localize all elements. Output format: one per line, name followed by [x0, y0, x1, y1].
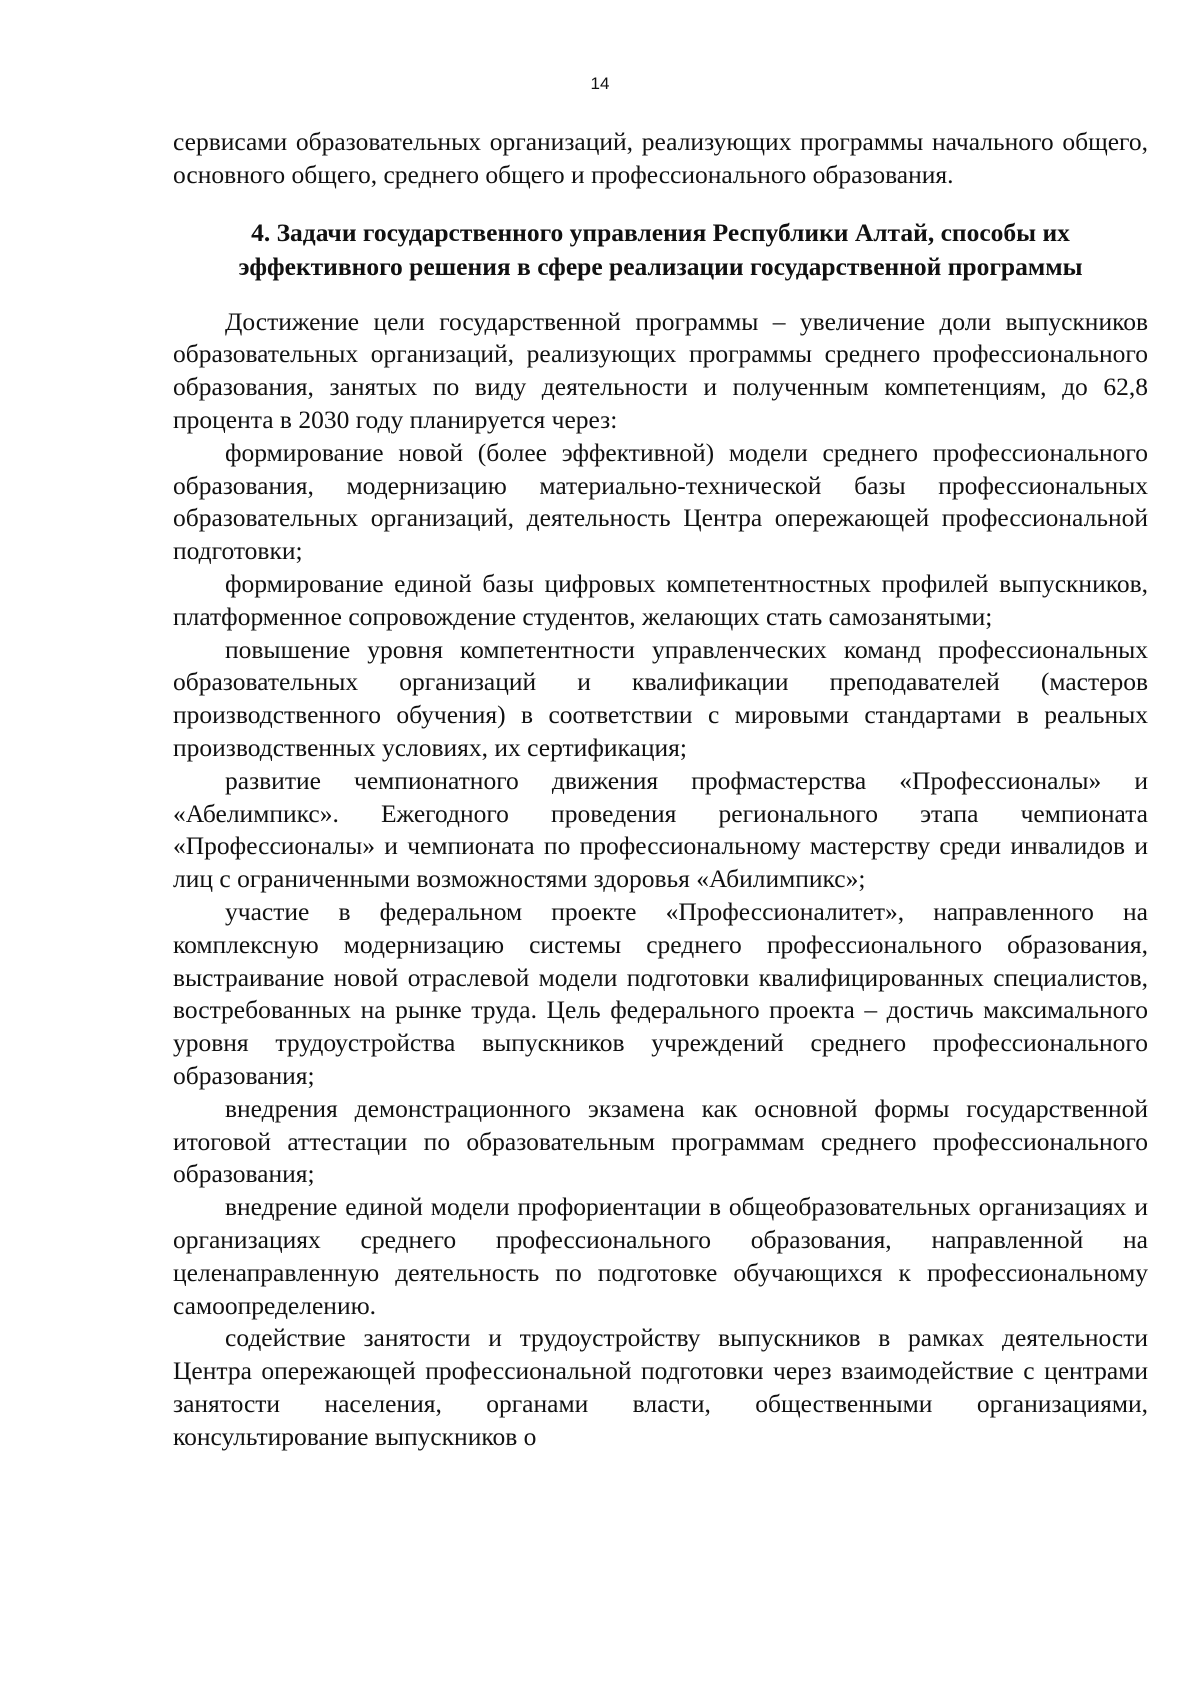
- paragraph-item: повышение уровня компетентности управленческих команд профессиональных образовательных организаций и квалификации преподавателей (мастеров производственного обучения) в соответствии с мировыми стандартами в реальных производственных условиях, их сертификация;: [173, 634, 1148, 762]
- paragraph-item: внедрения демонстрационного экзамена как основной формы государственной итоговой аттестации по образовательным программам среднего профессионального образования;: [173, 1093, 1148, 1189]
- section-heading: 4. Задачи государственного управления Республики Алтай, способы их эффективного решения в сфере реализации государственной программы: [238, 217, 1083, 281]
- paragraph-item: внедрение единой модели профориентации в общеобразовательных организациях и организациях среднего профессионального образования, направленной на целенаправленную деятельность по подготовке обучающихся к профессиональному самоопределению.: [173, 1192, 1148, 1320]
- paragraph-item: развитие чемпионатного движения профмастерства «Профессионалы» и «Абелимпикс». Ежегодного проведения регионального этапа чемпионата «Профессионалы» и чемпионата по профессиональному мастерству среди инвалидов и лиц с ограниченными возможностями здоровья «Абилимпикс»;: [173, 765, 1148, 894]
- page-number: 14: [590, 74, 610, 93]
- paragraph-item: формирование новой (более эффективной) модели среднего профессионального образования, модернизацию материально-технической базы профессиональных образовательных организаций, деятельность Центра опережающей профессиональной подготовки;: [173, 437, 1148, 566]
- paragraph-item: участие в федеральном проекте «Профессионалитет», направленного на комплексную модернизацию системы среднего профессионального образования, выстраивание новой отраслевой модели подготовки квалифицированных специалистов, востребованных на рынке труда. Цель федерального проекта – достичь максимального уровня трудоустройства выпускников учреждений среднего профессионального образования;: [173, 896, 1148, 1090]
- paragraph-item: содействие занятости и трудоустройству выпускников в рамках деятельности Центра опережающей профессиональной подготовки через взаимодействие с центрами занятости населения, органами власти, общественными организациями, консультирование выпускников о: [173, 1323, 1148, 1451]
- paragraph-item: формирование единой базы цифровых компетентностных профилей выпускников, платформенное сопровождение студентов, желающих стать самозанятыми;: [173, 568, 1148, 631]
- paragraph-goal: Достижение цели государственной программы – увеличение доли выпускников образовательных организаций, реализующих программы среднего профессионального образования, занятых по виду деятельности и полученным компетенциям, до 62,8 процента в 2030 году планируется через:: [173, 306, 1148, 434]
- paragraph-continuation: сервисами образовательных организаций, реализующих программы начального общего, основного общего, среднего общего и профессионального образования.: [173, 127, 1148, 189]
- document-body: [173, 126, 1148, 1453]
